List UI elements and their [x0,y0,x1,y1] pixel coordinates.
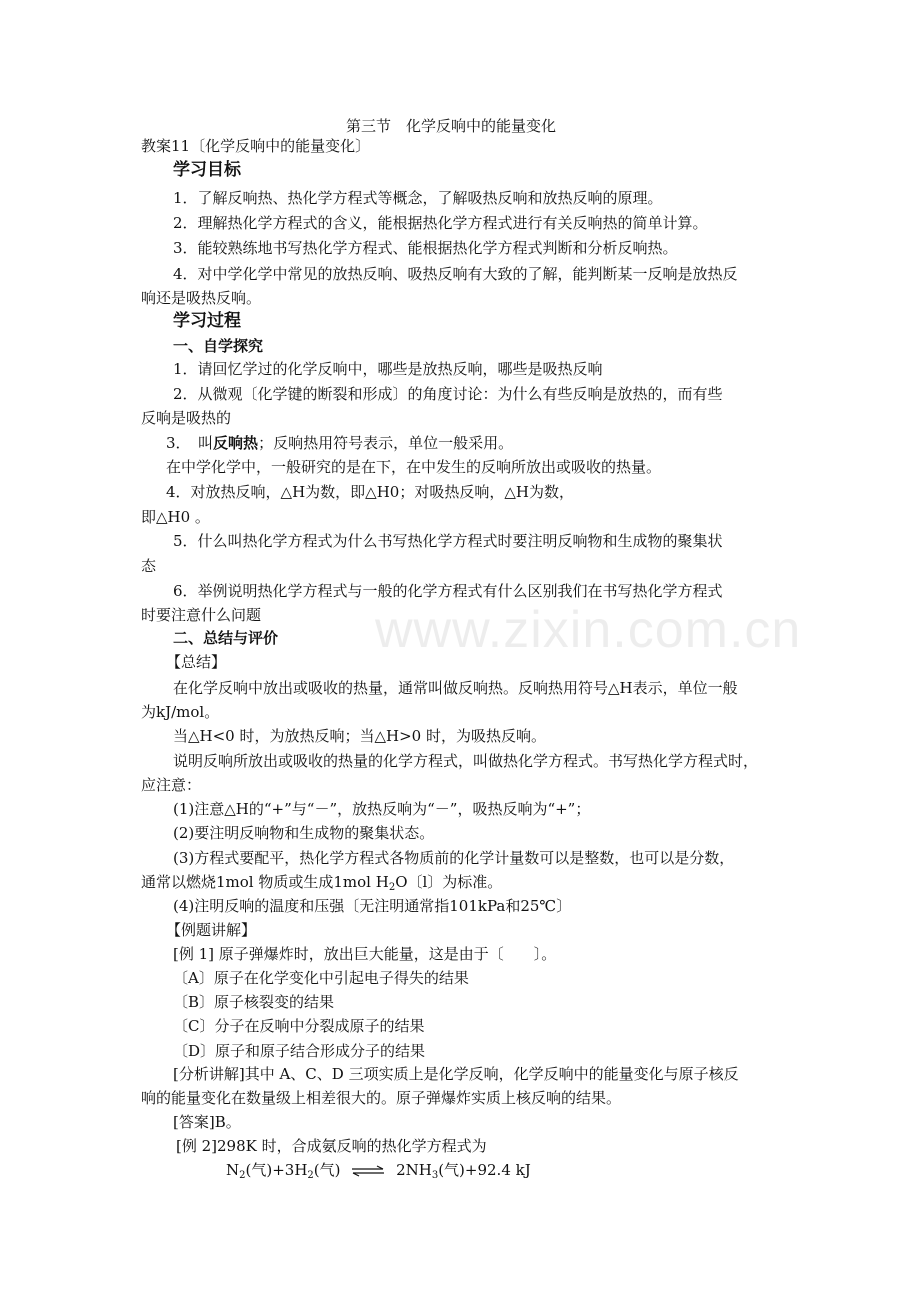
example1-analysis-cont: 响的能量变化在数量级上相差很大的。原子弹爆炸实质上核反响的结果。 [141,1089,622,1107]
sec1-item-6: 6．举例说明热化学方程式与一般的化学方程式有什么区别我们在书写热化学方程式 [173,582,723,600]
sec1-item-3-term: 反响热 [213,434,259,452]
example1-option-a: 〔A〕原子在化学变化中引起电子得失的结果 [173,969,469,987]
example2-question: [例 2]298K 时，合成氨反响的热化学方程式为 [176,1137,487,1155]
note-3-cont-sub: 2 [388,882,396,893]
eq-n2-sub: 2 [239,1170,246,1181]
example1-option-d: 〔D〕原子和原子结合形成分子的结果 [173,1042,426,1060]
summary-heading: 【总结】 [166,653,227,671]
section2-heading: 二、总结与评价 [173,629,279,647]
summary-p3: 说明反响所放出或吸收的热量的化学方程式，叫做热化学方程式。书写热化学方程式时， [173,752,759,770]
note-3-cont-pre: 通常以燃烧1mol 物质或生成1mol H [141,873,389,891]
example1-analysis: [分析讲解]其中 A、C、D 三项实质上是化学反响，化学反响中的能量变化与原子核反 [173,1065,739,1083]
sec1-item-5: 5．什么叫热化学方程式为什么书写热化学方程式时要注明反响物和生成物的聚集状 [173,532,723,550]
eq-nh3: 2NH [396,1161,432,1179]
section1-heading: 一、自学探究 [173,337,264,355]
eq-h2: (气)+3H [245,1161,308,1179]
goal-2: 2．理解热化学方程式的含义，能根据热化学方程式进行有关反响热的简单计算。 [173,214,708,232]
goal-4-cont: 响还是吸热反响。 [141,289,262,307]
sec1-item-2: 2．从微观〔化学键的断裂和形成〕的角度讨论：为什么有些反响是放热的，而有些 [173,385,723,403]
sec1-item-3-rest: ；反响热用符号表示，单位一般采用。 [258,434,514,452]
sec1-item-3 [166,433,513,453]
sec1-item-2-cont: 反响是吸热的 [141,409,232,427]
note-2: (2)要注明反响物和生成物的聚集状态。 [173,824,435,842]
summary-p1: 在化学反响中放出或吸收的热量，通常叫做反响热。反响热用符号△H表示，单位一般 [173,679,738,697]
sec1-item-3-cont: 在中学化学中，一般研究的是在下，在中发生的反响所放出或吸收的热量。 [166,458,662,476]
watermark: www.zixin.com.cn [375,601,802,659]
example1-answer: [答案]B。 [173,1113,241,1131]
goal-3: 3．能较熟练地书写热化学方程式、能根据热化学方程式判断和分析反响热。 [173,239,678,257]
page-title: 第三节 化学反响中的能量变化 [346,117,557,135]
summary-p2: 当△H<0 时，为放热反响；当△H>0 时，为吸热反响。 [173,727,546,745]
equation [226,1160,531,1180]
eq-h2-state: (气) [313,1161,341,1179]
note-3: (3)方程式要配平，热化学方程式各物质前的化学计量数可以是整数，也可以是分数， [173,849,735,867]
example1-question: [例 1] 原子弹爆炸时，放出巨大能量，这是由于〔 〕。 [173,945,557,963]
note-3-cont [141,872,502,892]
eq-tail: (气)+92.4 kJ [438,1161,531,1179]
sec1-item-1: 1．请回忆学过的化学反响中，哪些是放热反响，哪些是吸热反响 [173,360,603,378]
example1-option-c: 〔C〕分子在反响中分裂成原子的结果 [173,1017,425,1035]
note-1: (1)注意△H的“+”与“－”，放热反响为“－”，吸热反响为“+”； [173,800,591,818]
eq-nh3-sub: 3 [431,1170,439,1181]
goal-4: 4．对中学化学中常见的放热反响、吸热反响有大致的了解，能判断某一反响是放热反 [173,265,738,283]
eq-n2: N [226,1161,240,1179]
sec1-item-3-num: 3． 叫 [166,434,214,452]
goals-heading: 学习目标 [173,160,241,180]
examples-heading: 【例题讲解】 [166,921,257,939]
summary-p3-cont: 应注意： [141,776,202,794]
sec1-item-4-cont: 即△H0 。 [141,508,210,526]
lesson-title: 教案11〔化学反响中的能量变化〕 [141,137,371,155]
sec1-item-4: 4．对放热反响，△H为数，即△H0；对吸热反响，△H为数， [166,483,574,501]
process-heading: 学习过程 [173,311,241,331]
eq-h2-sub: 2 [307,1170,314,1181]
note-4: (4)注明反响的温度和压强〔无注明通常指101kPa和25℃〕 [173,897,572,915]
summary-p1-cont: 为kJ/mol。 [141,703,220,721]
goal-1: 1．了解反响热、热化学方程式等概念，了解吸热反响和放热反响的原理。 [173,189,663,207]
sec1-item-6-cont: 时要注意什么问题 [141,606,262,624]
example1-option-b: 〔B〕原子核裂变的结果 [173,993,335,1011]
sec1-item-5-cont: 态 [141,557,157,575]
note-3-cont-post: O〔l〕为标准。 [395,873,503,891]
reversible-arrow-icon [351,1165,385,1177]
